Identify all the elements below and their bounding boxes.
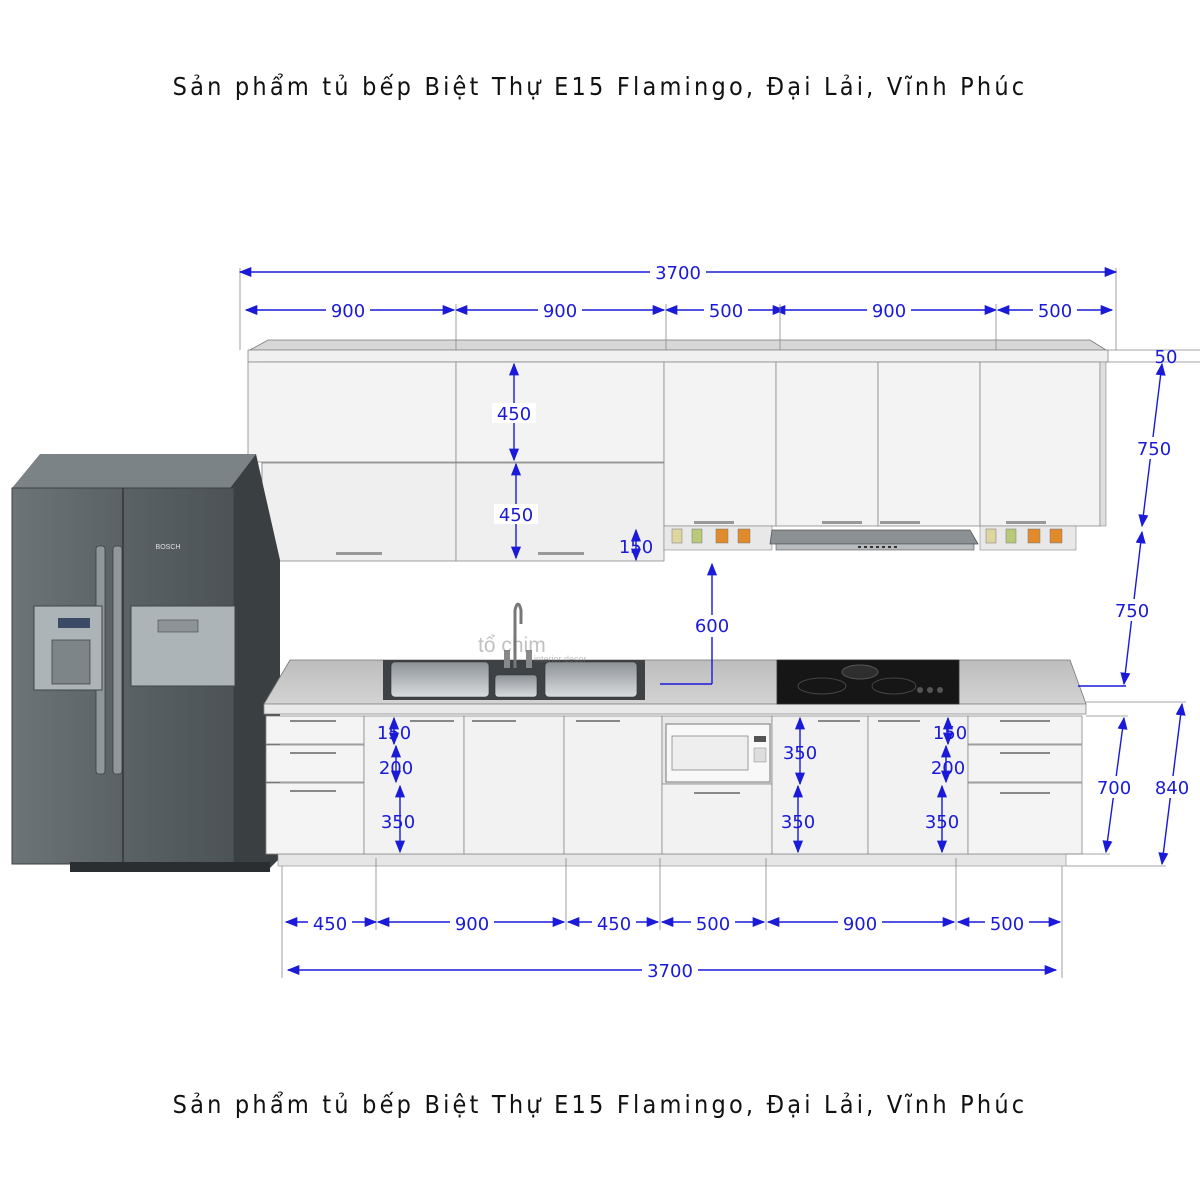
dim-upper-width-2: 900 (542, 301, 578, 322)
dim-drawer-right-3: 350 (924, 812, 960, 833)
dim-upper-width-4: 900 (871, 301, 907, 322)
dim-upper-height: 750 (1136, 439, 1172, 460)
dim-lower-width-5: 900 (842, 914, 878, 935)
dim-shelf-height: 150 (618, 537, 654, 558)
caption-top: Sản phẩm tủ bếp Biệt Thự E15 Flamingo, Đại Lải, Vĩnh Phúc (172, 72, 1028, 101)
dim-upper-top-gap: 50 (1154, 347, 1178, 368)
refrigerator (12, 454, 280, 872)
dim-upper-width-3: 500 (708, 301, 744, 322)
dim-oven-upper: 350 (782, 743, 818, 764)
dim-drawer-right-1: 150 (932, 723, 968, 744)
cooktop (777, 660, 959, 704)
dim-oven-lower: 350 (780, 812, 816, 833)
dim-lower-width-6: 500 (989, 914, 1025, 935)
dim-upper-door-2: 450 (498, 505, 534, 526)
dim-lower-width-2: 900 (454, 914, 490, 935)
dim-drawer-left-2: 200 (378, 758, 414, 779)
dim-upper-total: 3700 (655, 263, 701, 284)
dim-counter-to-upper: 750 (1114, 601, 1150, 622)
dim-drawer-left-3: 350 (380, 812, 416, 833)
range-hood (770, 530, 978, 550)
dim-lower-total: 3700 (647, 961, 693, 982)
watermark-brand: tổ chim (478, 634, 546, 657)
dim-drawer-right-2: 200 (930, 758, 966, 779)
fridge-brand-label: BOSCH (155, 544, 181, 551)
upper-cabinets (248, 340, 1108, 561)
built-in-oven (666, 724, 770, 782)
dim-lower-width-1: 450 (312, 914, 348, 935)
watermark-tagline: interior decor (534, 654, 587, 664)
dim-lower-width-4: 500 (695, 914, 731, 935)
dim-lower-width-3: 450 (596, 914, 632, 935)
dim-upper-width-1: 900 (330, 301, 366, 322)
dim-upper-width-5: 500 (1037, 301, 1073, 322)
dim-lower-body-height: 700 (1096, 778, 1132, 799)
dim-gap-to-counter: 600 (694, 616, 730, 637)
dim-drawer-left-1: 150 (376, 723, 412, 744)
watermark (478, 634, 587, 664)
dim-upper-door-1: 450 (496, 404, 532, 425)
caption-bottom: Sản phẩm tủ bếp Biệt Thự E15 Flamingo, Đại Lải, Vĩnh Phúc (172, 1090, 1028, 1119)
dim-lower-total-height: 840 (1154, 778, 1190, 799)
